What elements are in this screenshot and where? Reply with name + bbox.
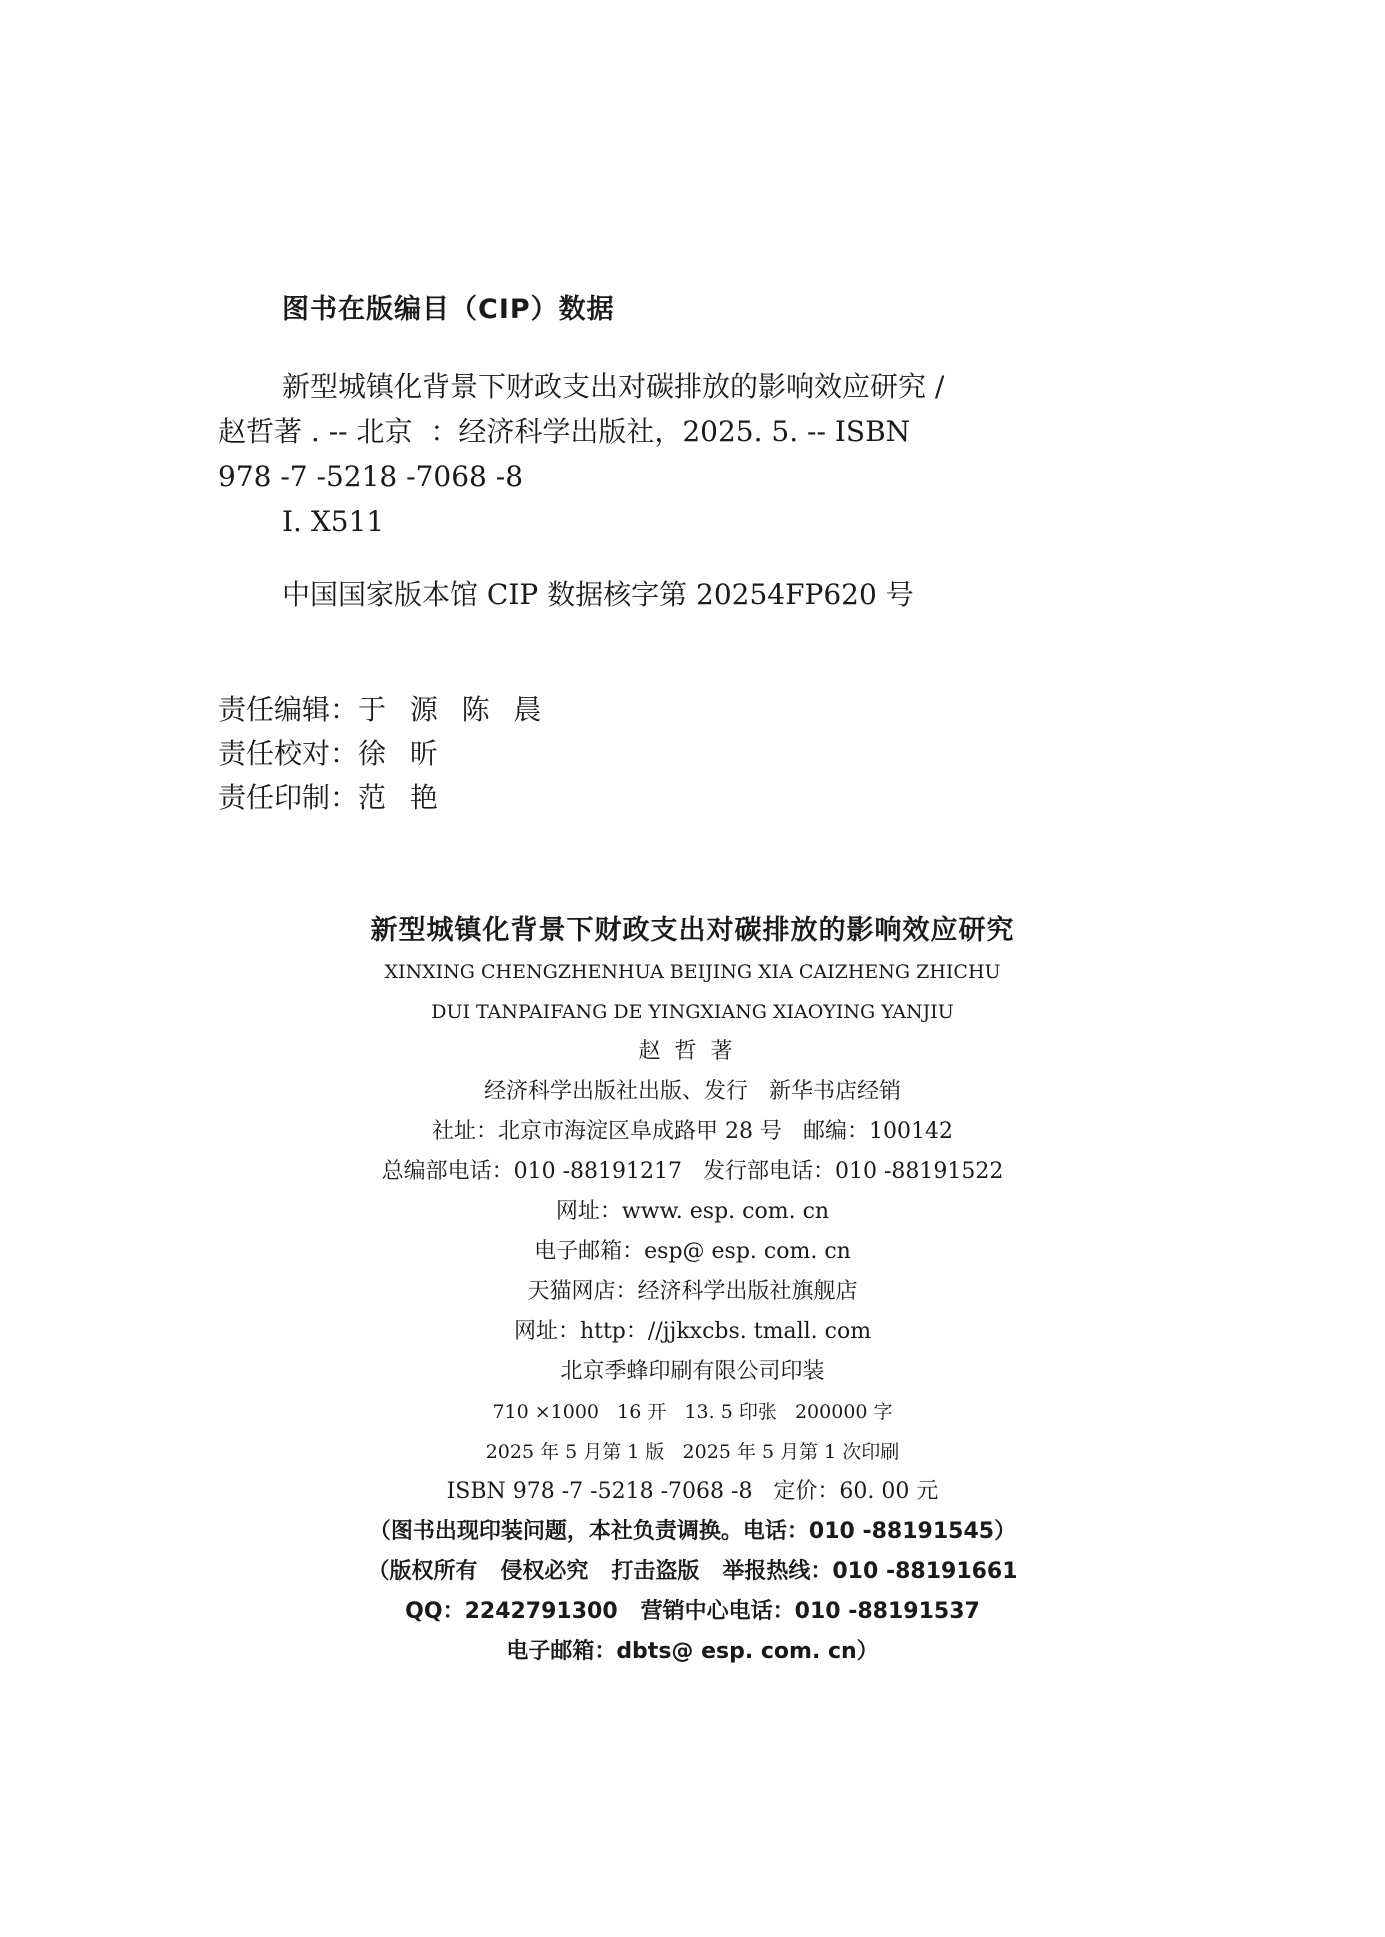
editor-role: 责任校对： [218,737,359,770]
editor-row-proofreading [218,732,543,776]
colophon-notice-1: （图书出现印装问题，本社负责调换。电话：010 -88191545） [368,1519,1017,1544]
cip-data-block [218,290,1218,617]
colophon-phones: 总编部电话：010 -88191217 发行部电话：010 -88191522 [381,1159,1004,1184]
colophon-notice-2: （版权所有 侵权必究 打击盗版 举报热线：010 -88191661 [367,1559,1018,1584]
colophon-notice-3: QQ：2242791300 营销中心电话：010 -88191537 [405,1599,980,1624]
editor-row-printing [218,776,543,820]
editors-block [218,688,543,820]
cip-title-line: 新型城镇化背景下财政支出对碳排放的影响效应研究 / [282,370,945,403]
colophon-tmall-store: 天猫网店：经济科学出版社旗舰店 [527,1279,858,1304]
cip-verify-line: 中国国家版本馆 CIP 数据核字第 20254FP620 号 [282,578,914,611]
cip-class-line: Ⅰ. X511 [282,505,385,538]
editor-role: 责任编辑： [218,693,359,726]
colophon-title: 新型城镇化背景下财政支出对碳排放的影响效应研究 [370,915,1015,946]
editor-names: 于 源 陈 晨 [358,693,544,726]
colophon [0,910,1385,1672]
editor-names: 范 艳 [358,781,440,814]
colophon-email: 电子邮箱：esp@ esp. com. cn [534,1239,851,1264]
colophon-printer: 北京季蜂印刷有限公司印装 [560,1359,825,1384]
colophon-format: 710 ×1000 16 开 13. 5 印张 200000 字 [492,1401,893,1423]
editor-role: 责任印制： [218,781,359,814]
colophon-tmall-url: 网址：http：//jjkxcbs. tmall. com [513,1319,872,1344]
editor-names: 徐 昕 [358,737,440,770]
colophon-notice-4: 电子邮箱：dbts@ esp. com. cn） [506,1639,879,1664]
colophon-pinyin-2: DUI TANPAIFANG DE YINGXIANG XIAOYING YANJIU [431,1001,954,1023]
cip-heading: 图书在版编目（CIP）数据 [282,294,615,325]
cip-author-line: 赵哲著 . -- 北京 ：经济科学出版社，2025. 5. -- ISBN [218,415,911,448]
colophon-pinyin-1: XINXING CHENGZHENHUA BEIJING XIA CAIZHENG ZHICHU [384,961,1001,983]
colophon-publisher: 经济科学出版社出版、发行 新华书店经销 [484,1079,901,1104]
colophon-isbn-price: ISBN 978 -7 -5218 -7068 -8 定价：60. 00 元 [446,1479,939,1504]
cip-isbn-line: 978 -7 -5218 -7068 -8 [218,460,524,493]
colophon-address: 社址：北京市海淀区阜成路甲 28 号 邮编：100142 [432,1119,953,1144]
colophon-author: 赵哲著 [638,1039,747,1064]
editor-row-editing [218,688,543,732]
colophon-edition: 2025 年 5 月第 1 版 2025 年 5 月第 1 次印刷 [485,1441,900,1463]
colophon-website: 网址：www. esp. com. cn [555,1199,830,1224]
